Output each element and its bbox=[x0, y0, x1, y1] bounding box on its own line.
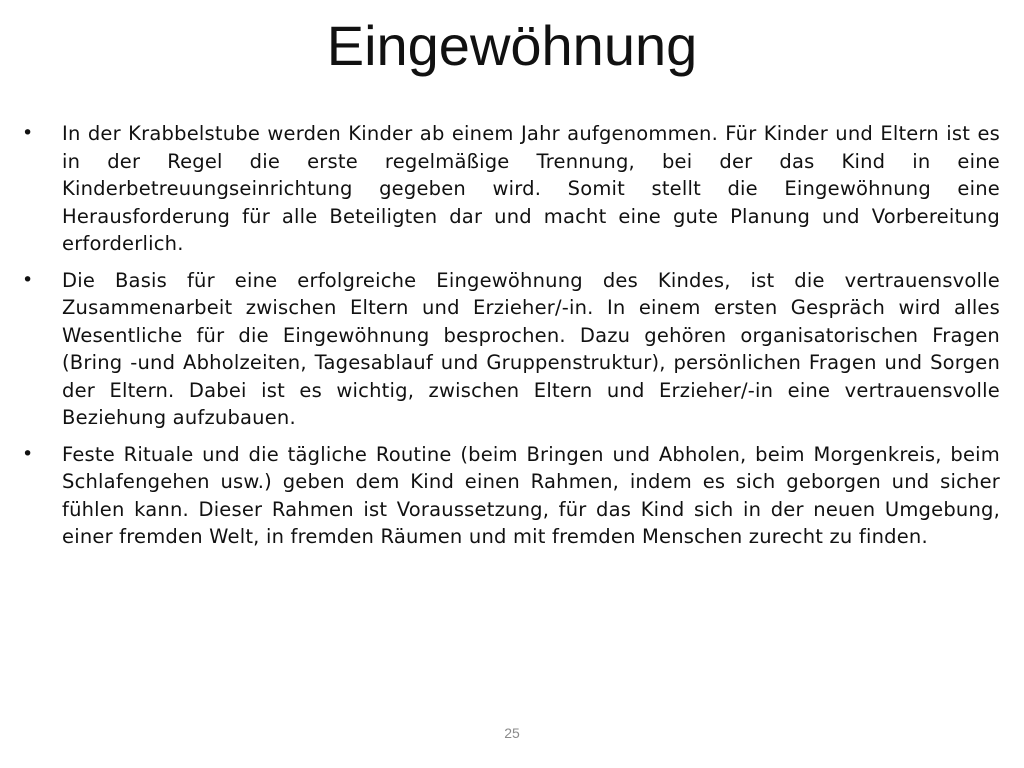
bullet-icon: • bbox=[22, 122, 34, 144]
bullet-text-2: Die Basis für eine erfolgreiche Eingewöhnung des Kindes, ist die vertrauensvolle Zusammenarbeit zwischen Eltern und Erzieher/-in. In einem ersten Gespräch wird alles Wesentliche für die Eingewöhnung besprochen. Dazu gehören organisatorischen Fragen (Bring -und Abholzeiten, Tagesablauf und Gruppenstruktur), persönlichen Fragen und Sorgen der Eltern. Dabei ist es wichtig, zwischen Eltern und Erzieher/-in eine vertrauensvolle Beziehung aufzubauen. bbox=[62, 268, 1000, 429]
page-number: 25 bbox=[504, 725, 520, 741]
bullet-item-3 bbox=[22, 441, 1000, 551]
bullet-icon: • bbox=[22, 442, 34, 465]
slide-title: Eingewöhnung bbox=[326, 14, 698, 77]
bullet-item-1 bbox=[22, 120, 1000, 258]
bullet-text-3: Feste Rituale und die tägliche Routine (beim Bringen und Abholen, beim Morgenkreis, beim Schlafengehen usw.) geben dem Kind einen Rahmen, indem es sich geborgen und sicher fühlen kann. Dieser Rahmen ist Voraussetzung, für das Kind sich in der neuen Umgebung, einer fremden Welt, in fremden Räumen und mit fremden Menschen zurecht zu finden. bbox=[62, 442, 1000, 548]
bullet-icon: • bbox=[22, 268, 34, 291]
bullet-text-1: In der Krabbelstube werden Kinder ab einem Jahr aufgenommen. Für Kinder und Eltern ist es in der Regel die erste regelmäßige Trennung, bei der das Kind in eine Kinderbetreuungseinrichtung gegeben wird. Somit stellt die Eingewöhnung eine Herausforderung für alle Beteiligten dar und macht eine gute Planung und Vorbereitung erforderlich. bbox=[62, 122, 1000, 255]
bullet-list bbox=[22, 120, 1000, 560]
bullet-item-2 bbox=[22, 267, 1000, 432]
